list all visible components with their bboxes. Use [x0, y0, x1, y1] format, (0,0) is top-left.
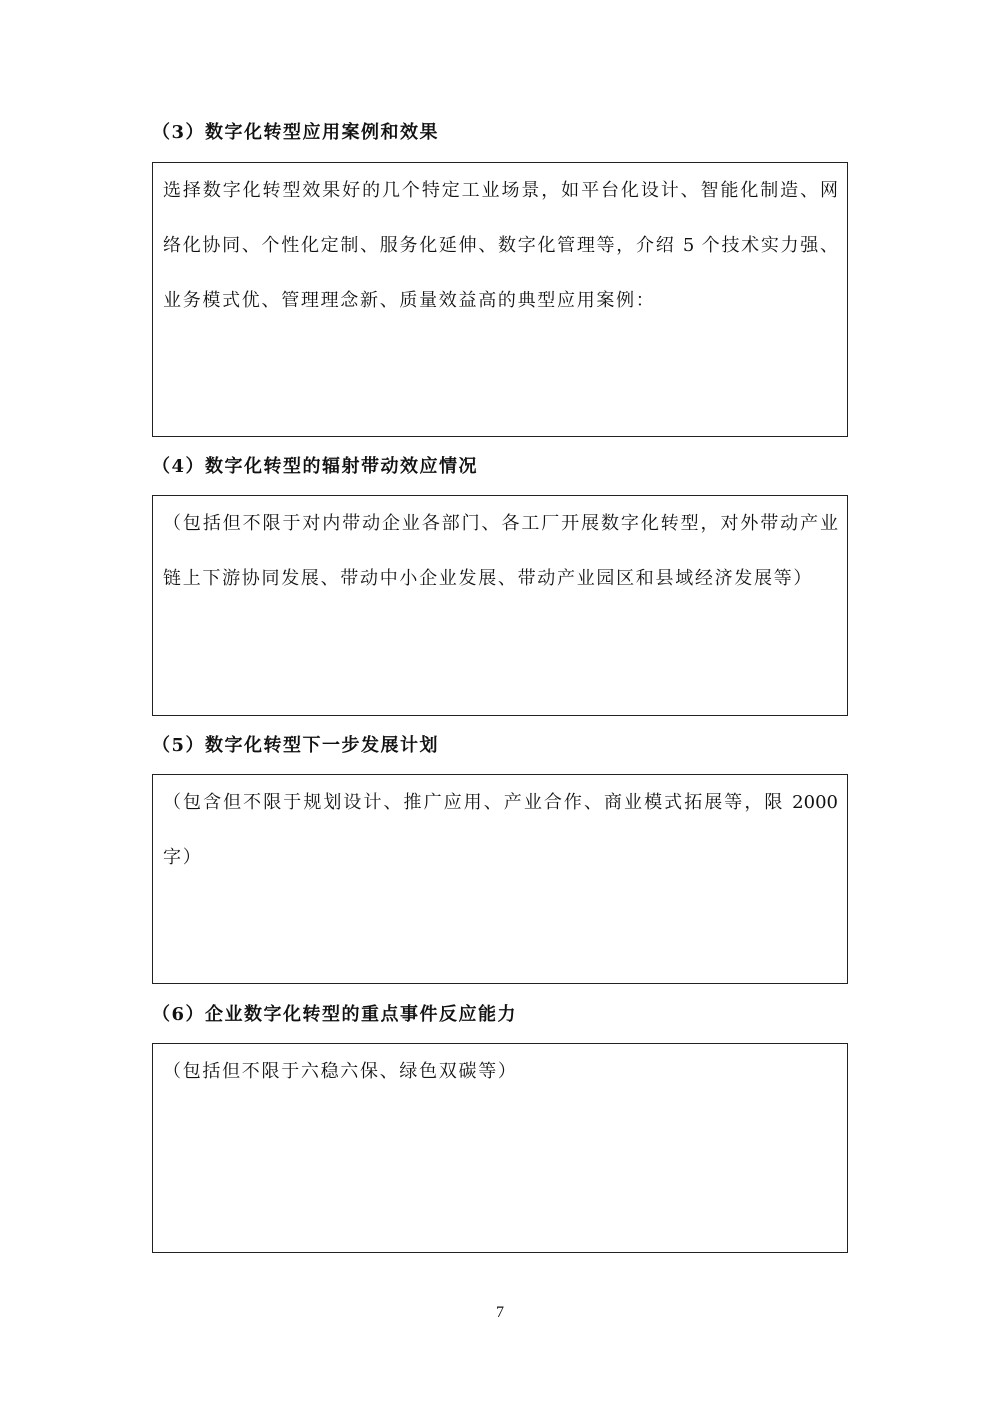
section-6-line: （包括但不限于六稳六保、绿色双碳等） — [163, 1061, 518, 1082]
section-3-line: 业务模式优、管理理念新、质量效益高的典型应用案例： — [163, 290, 656, 311]
section-3-line: 选择数字化转型效果好的几个特定工业场景，如平台化设计、智能化制造、网 — [163, 180, 838, 201]
section-box-4 — [152, 495, 848, 716]
section-heading-6: （6）企业数字化转型的重点事件反应能力 — [152, 1004, 518, 1025]
section-4-line: （包括但不限于对内带动企业各部门、各工厂开展数字化转型，对外带动产业 — [163, 513, 838, 534]
section-box-5 — [152, 774, 848, 984]
section-5-line: 字） — [163, 847, 203, 868]
section-heading-3: （3）数字化转型应用案例和效果 — [152, 122, 440, 143]
section-5-line: （包含但不限于规划设计、推广应用、产业合作、商业模式拓展等，限 2000 — [163, 792, 838, 813]
page-number: 7 — [496, 1304, 504, 1321]
section-heading-4: （4）数字化转型的辐射带动效应情况 — [152, 456, 479, 477]
section-3-line: 络化协同、个性化定制、服务化延伸、数字化管理等，介绍 5 个技术实力强、 — [163, 235, 838, 256]
section-4-line: 链上下游协同发展、带动中小企业发展、带动产业园区和县域经济发展等） — [163, 568, 814, 589]
section-box-6 — [152, 1043, 848, 1253]
section-box-3 — [152, 162, 848, 437]
section-heading-5: （5）数字化转型下一步发展计划 — [152, 735, 440, 756]
